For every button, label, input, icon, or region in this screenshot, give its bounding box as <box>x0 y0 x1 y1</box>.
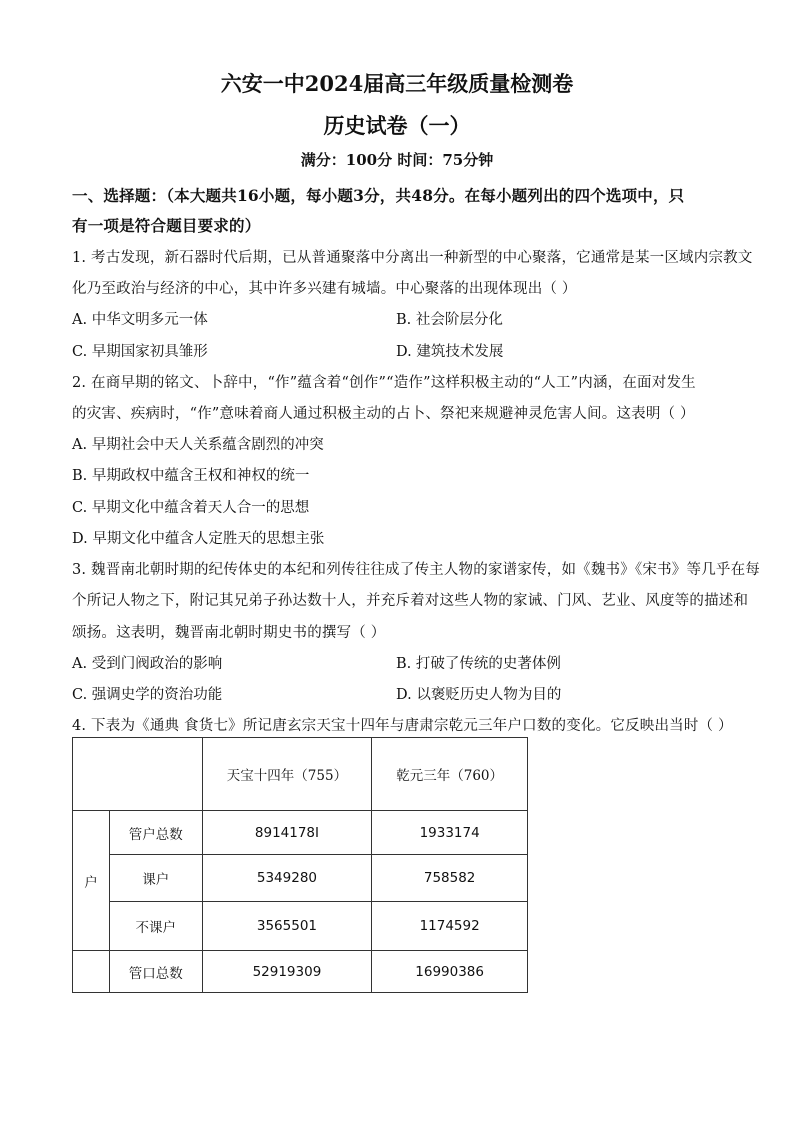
column-header-755: 天宝十四年（755） <box>202 738 372 811</box>
q2-option-b[interactable]: B. 早期政权中蕴含王权和神权的统一 <box>72 468 310 484</box>
empty-group-cell <box>73 951 110 993</box>
q2-option-a[interactable]: A. 早期社会中天人关系蕴含剧烈的冲突 <box>72 437 324 453</box>
q1-stem-line1: 1. 考古发现，新石器时代后期，已从普通聚落中分离出一种新型的中心聚落，它通常是某一区域内宗教文 <box>72 250 753 266</box>
population-table <box>72 737 528 993</box>
q3-stem-line2: 个所记人物之下，附记其兄弟子孙达数十人，并充斥着对这些人物的家诫、门风、艺业、风度等的描述和 <box>72 593 749 609</box>
cell-value: 5349280 <box>202 855 372 902</box>
score-time-info: 满分：100分 时间：75分钟 <box>300 151 494 169</box>
q2-stem-line2: 的灾害、疾病时，“作”意味着商人通过积极主动的占卜、祭祀来规避神灵危害人间。这表明（ ） <box>72 406 695 422</box>
q1-option-c[interactable]: C. 早期国家初具雏形 <box>72 344 208 360</box>
q1-option-a[interactable]: A. 中华文明多元一体 <box>72 312 208 328</box>
table-row <box>73 902 528 951</box>
q3-option-a[interactable]: A. 受到门阀政治的影响 <box>72 656 223 672</box>
household-group-label: 户 <box>73 811 110 951</box>
q4-stem-line1: 4. 下表为《通典 食货七》所记唐玄宗天宝十四年与唐肃宗乾元三年户口数的变化。它反映出当时（ ） <box>72 718 733 734</box>
cell-value: 1933174 <box>372 811 528 855</box>
q1-option-b[interactable]: B. 社会阶层分化 <box>396 312 503 328</box>
cell-value: 758582 <box>372 855 528 902</box>
cell-value: 1174592 <box>372 902 528 951</box>
exam-title: 六安一中2024届高三年级质量检测卷 <box>220 71 574 96</box>
table-corner-cell <box>73 738 203 811</box>
exam-subtitle: 历史试卷（一） <box>323 113 471 138</box>
row-label: 不课户 <box>109 902 202 951</box>
cell-value: 16990386 <box>372 951 528 993</box>
row-label: 管户总数 <box>109 811 202 855</box>
q2-option-d[interactable]: D. 早期文化中蕴含人定胜天的思想主张 <box>72 531 325 547</box>
q3-option-c[interactable]: C. 强调史学的资治功能 <box>72 687 223 703</box>
q3-stem-line3: 颂扬。这表明，魏晋南北朝时期史书的撰写（ ） <box>72 625 386 641</box>
section-instruction-line2: 有一项是符合题目要求的） <box>72 216 261 235</box>
q3-option-b[interactable]: B. 打破了传统的史著体例 <box>396 656 561 672</box>
q1-stem-line2: 化乃至政治与经济的中心，其中许多兴建有城墙。中心聚落的出现体现出（ ） <box>72 281 577 297</box>
table-row <box>73 811 528 855</box>
q3-stem-line1: 3. 魏晋南北朝时期的纪传体史的本纪和列传往往成了传主人物的家谱家传，如《魏书》《宋书》等几乎在每 <box>72 562 760 578</box>
table-row <box>73 951 528 993</box>
row-label: 管口总数 <box>109 951 202 993</box>
section-instruction-line1: 一、选择题：（本大题共16小题，每小题3分，共48分。在每小题列出的四个选项中，只 <box>72 186 685 205</box>
column-header-760: 乾元三年（760） <box>372 738 528 811</box>
table-row <box>73 855 528 902</box>
row-label: 课户 <box>109 855 202 902</box>
q3-option-d[interactable]: D. 以褒贬历史人物为目的 <box>396 687 562 703</box>
q2-option-c[interactable]: C. 早期文化中蕴含着天人合一的思想 <box>72 500 310 516</box>
cell-value: 8914178I <box>202 811 372 855</box>
cell-value: 52919309 <box>202 951 372 993</box>
cell-value: 3565501 <box>202 902 372 951</box>
q1-option-d[interactable]: D. 建筑技术发展 <box>396 344 504 360</box>
q2-stem-line1: 2. 在商早期的铭文、卜辞中，“作”蕴含着“创作”“造作”这样积极主动的“人工”内涵，在面对发生 <box>72 375 696 391</box>
table-header-row <box>73 738 528 811</box>
